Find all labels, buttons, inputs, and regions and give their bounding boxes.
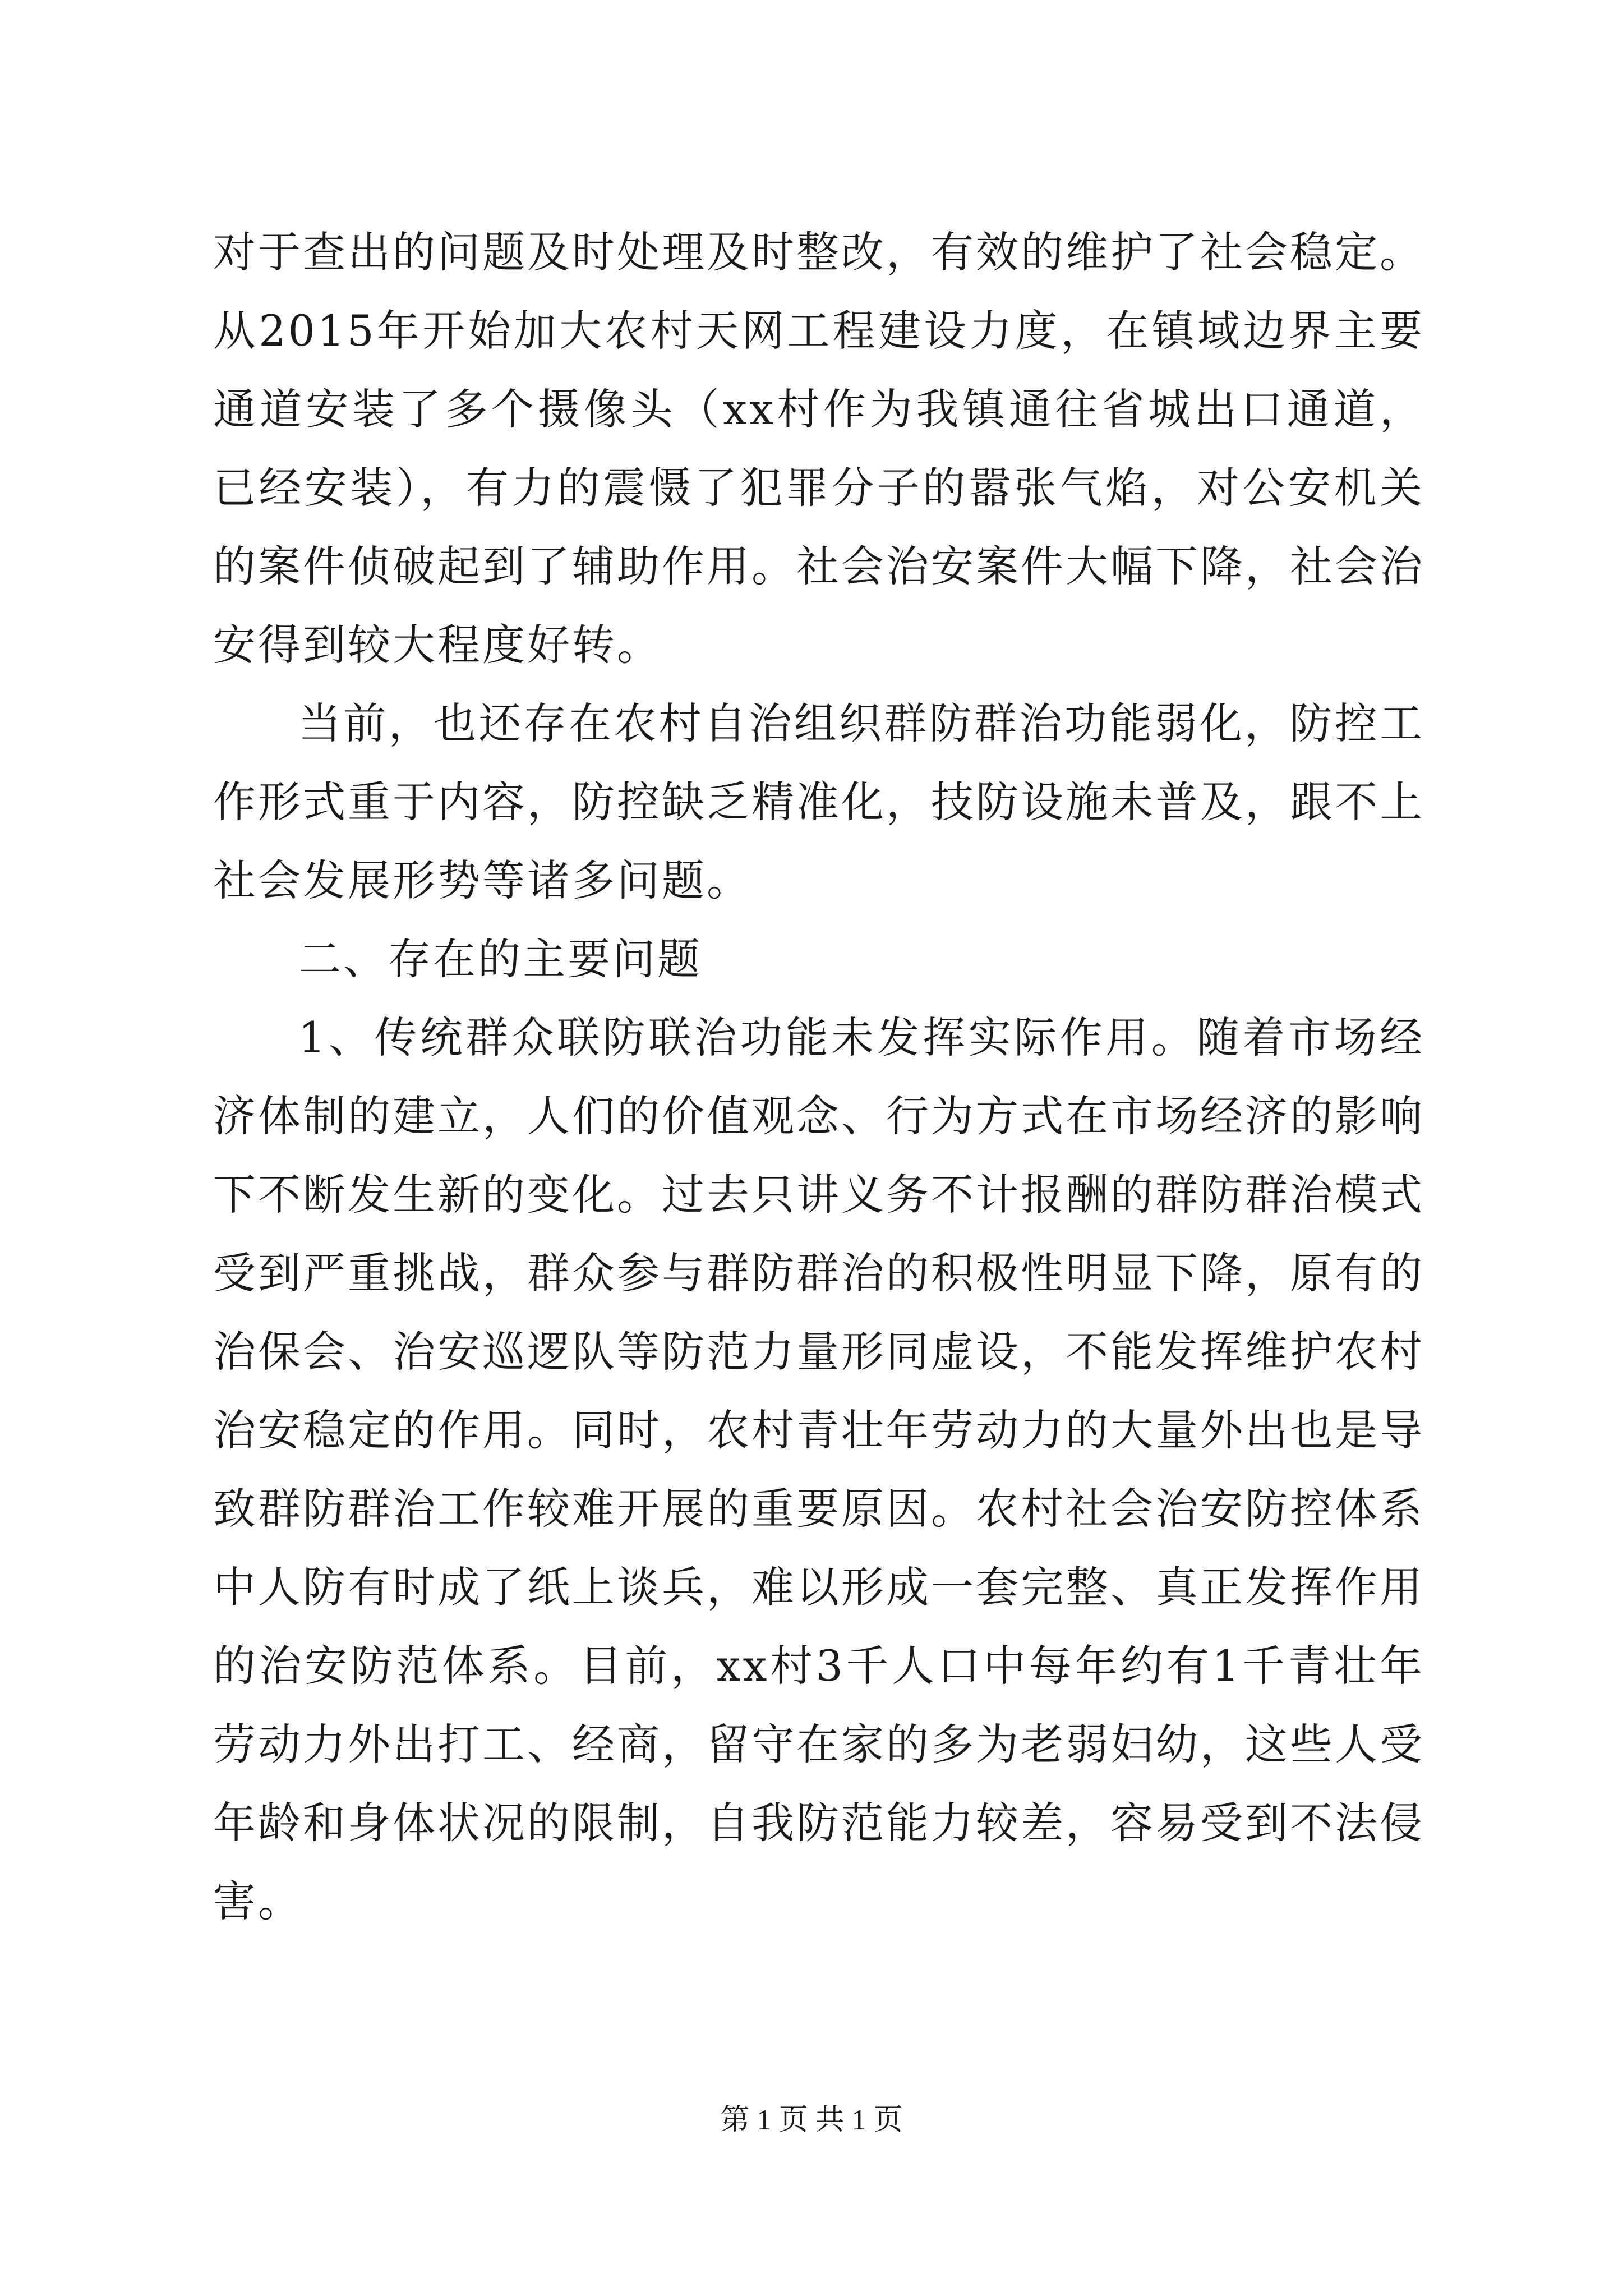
page-footer: 第 1 页 共 1 页 xyxy=(720,2104,903,2136)
section-heading: 二、存在的主要问题 xyxy=(298,934,702,984)
paragraph-2: 当前，也还存在农村自治组织群防群治功能弱化，防控工作形式重于内容，防控缺乏精准化，技防设施未普及，跟不上社会发展形势等诸多问题。 xyxy=(213,698,1424,905)
paragraph-3: 1、传统群众联防联治功能未发挥实际作用。随着市场经济体制的建立，人们的价值观念、行为方式在市场经济的影响下不断发生新的变化。过去只讲义务不计报酬的群防群治模式受到严重挑战，群众参与群防群治的积极性明显下降，原有的治保会、治安巡逻队等防范力量形同虚设，不能发挥维护农村治安稳定的作用。同时，农村青壮年劳动力的大量外出也是导致群防群治工作较难开展的重要原因。农村社会治安防控体系中人防有时成了纸上谈兵，难以形成一套完整、真正发挥作用的治安防范体系。目前，xx村3千人口中每年约有1千青壮年劳动力外出打工、经商，留守在家的多为老弱妇幼，这些人受年龄和身体状况的限制，自我防范能力较差，容易受到不法侵害。 xyxy=(213,1013,1424,1926)
paragraph-1: 对于查出的问题及时处理及时整改，有效的维护了社会稳定。从2015年开始加大农村天网工程建设力度，在镇域边界主要通道安装了多个摄像头（xx村作为我镇通往省城出口通道，已经安装），有力的震慑了犯罪分子的嚣张气焰，对公安机关的案件侦破起到了辅助作用。社会治安案件大幅下降，社会治安得到较大程度好转。 xyxy=(213,227,1424,670)
document-body xyxy=(213,213,1424,1941)
